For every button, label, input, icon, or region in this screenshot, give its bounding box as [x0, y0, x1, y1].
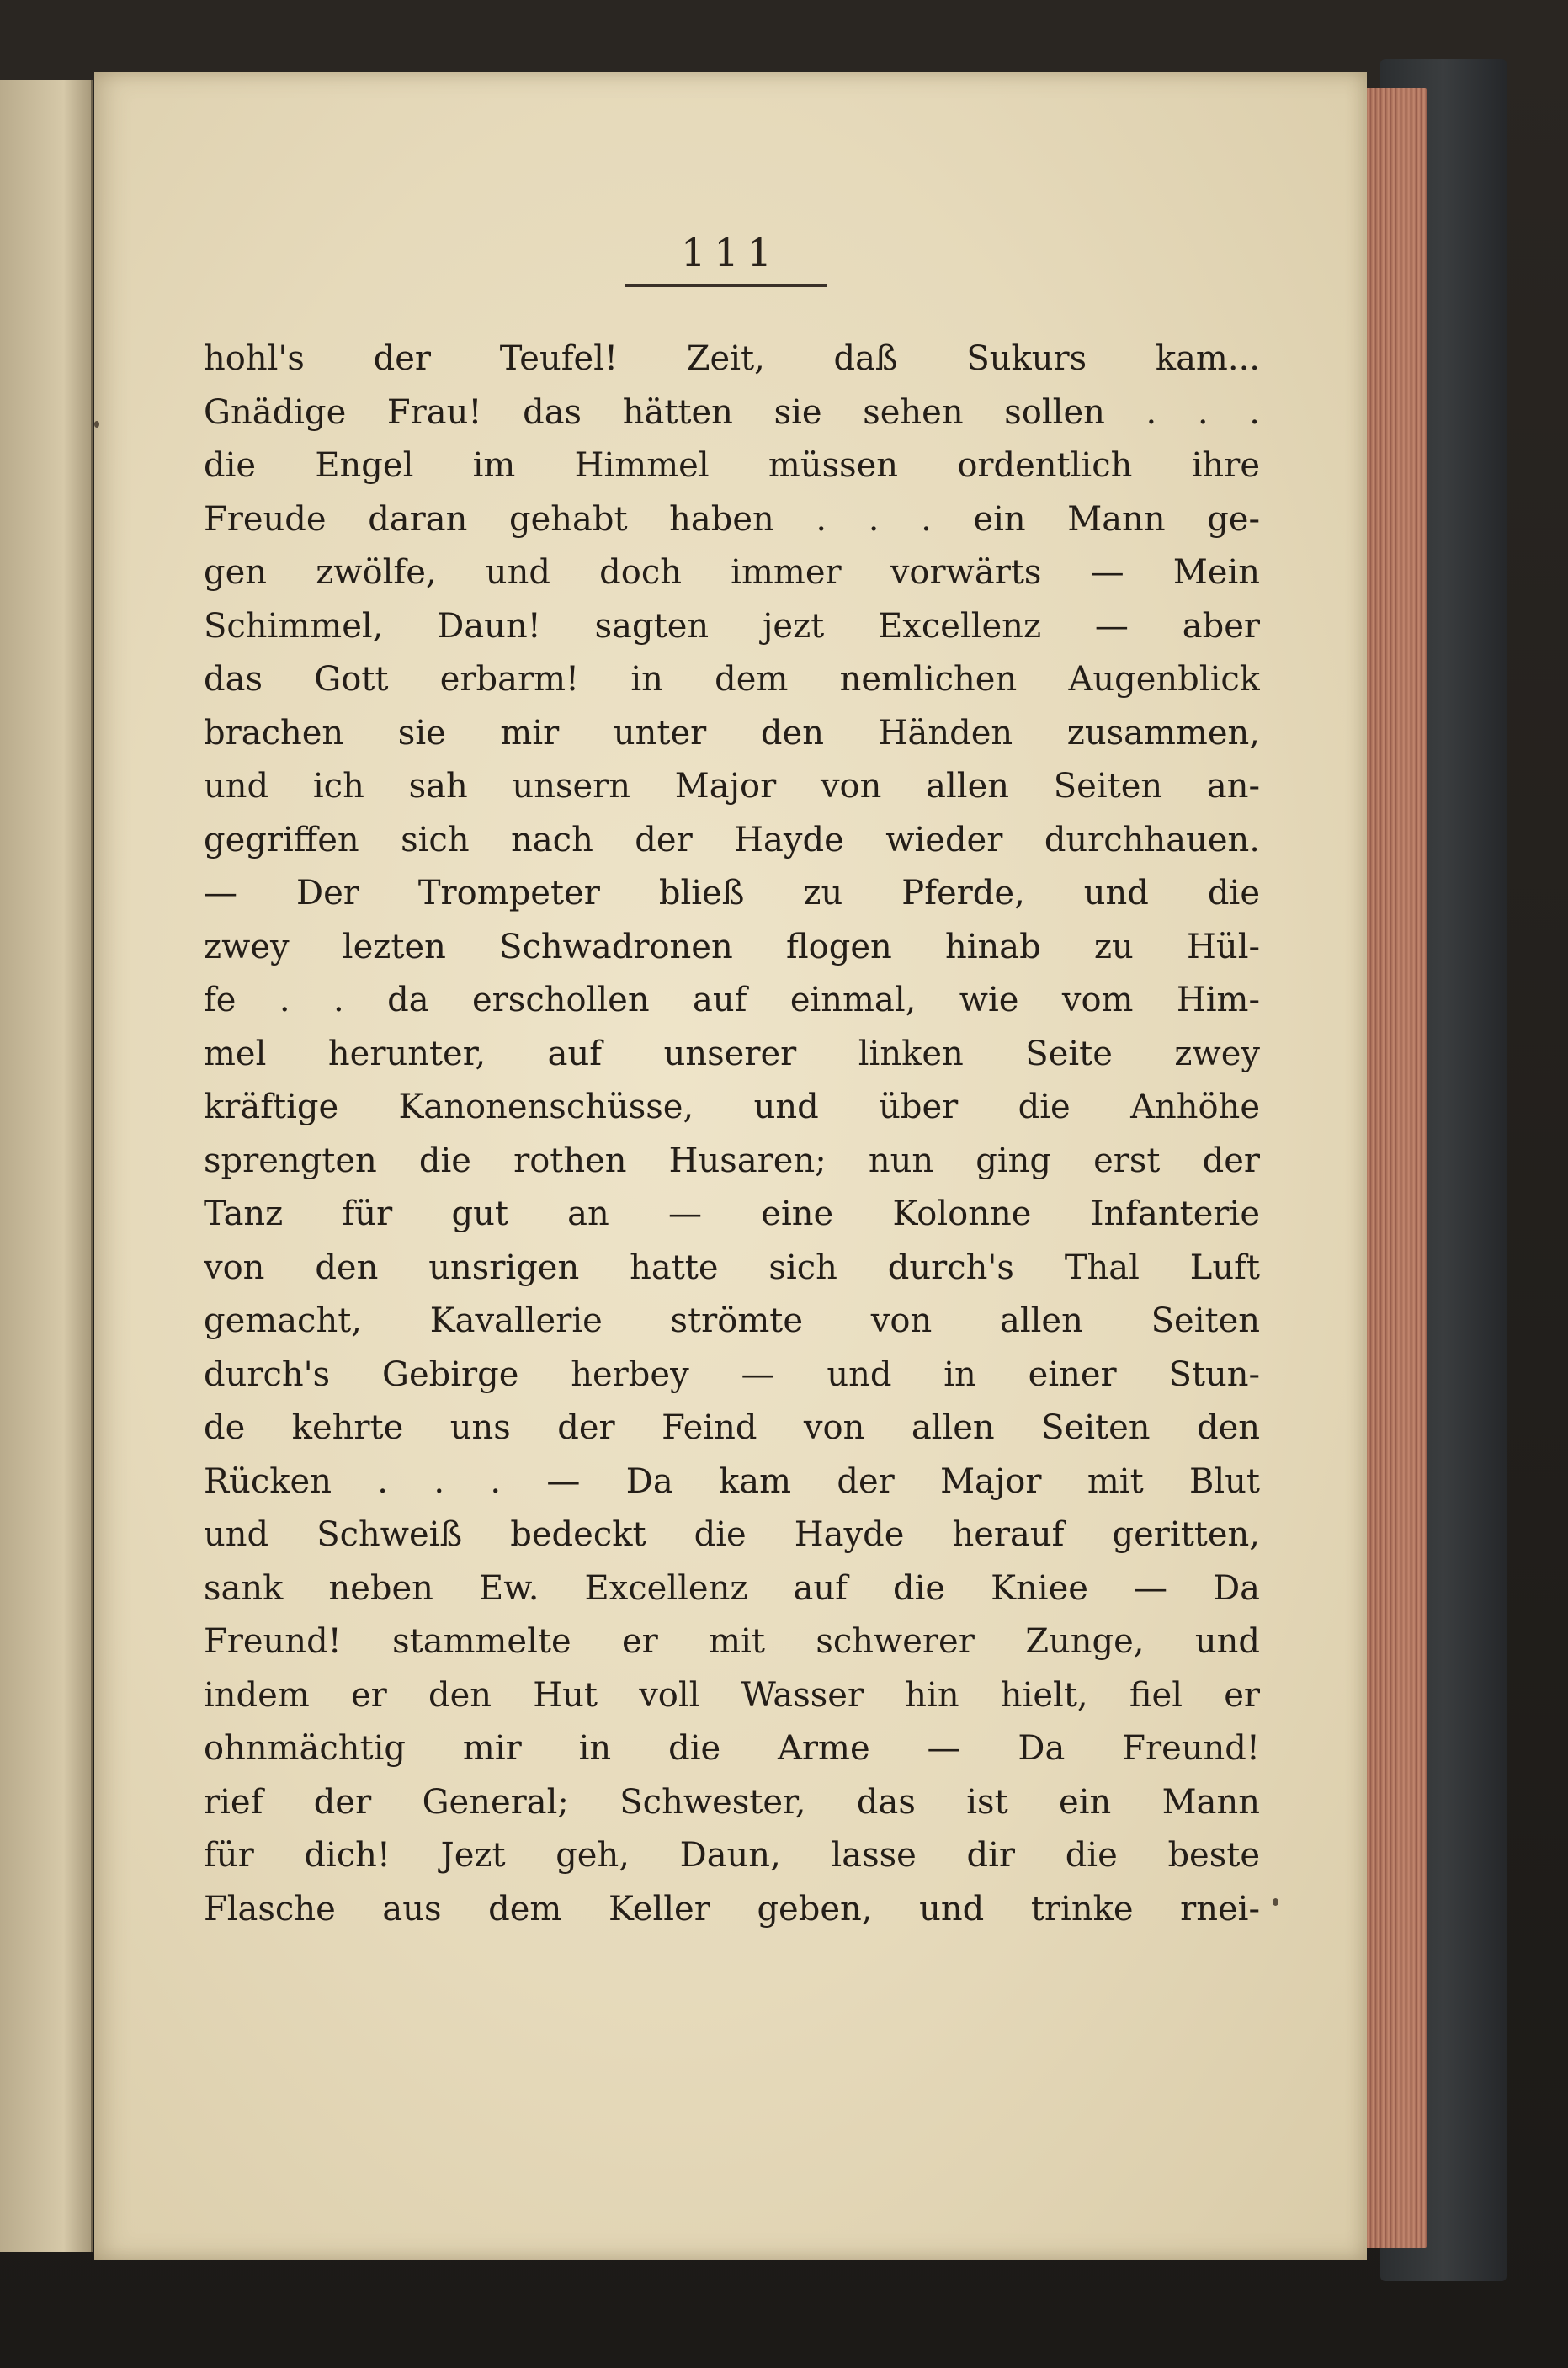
- text-line: gen zwölfe, und doch immer vorwärts — Mein: [204, 553, 1260, 592]
- page-number: 111: [681, 230, 780, 275]
- text-line: und Schweiß bedeckt die Hayde herauf geritten,: [204, 1515, 1260, 1554]
- text-line: Gnädige Frau! das hätten sie sehen sollen . . .: [204, 392, 1260, 432]
- text-line: die Engel im Himmel müssen ordentlich ihre: [204, 446, 1260, 485]
- text-line: indem er den Hut voll Wasser hin hielt, fiel er: [204, 1675, 1260, 1715]
- text-line: kräftige Kanonenschüsse, und über die Anhöhe: [204, 1088, 1260, 1126]
- text-line: und ich sah unsern Major von allen Seiten an-: [204, 767, 1260, 806]
- text-line: fe . . da erschollen auf einmal, wie vom Him-: [204, 981, 1260, 1019]
- text-line: Freund! stammelte er mit schwerer Zunge, und: [204, 1622, 1260, 1661]
- text-line: hohl's der Teufel! Zeit, daß Sukurs kam...: [204, 339, 1260, 378]
- text-line: rief der General; Schwester, das ist ein Mann: [204, 1782, 1260, 1822]
- book-page: [94, 72, 1367, 2260]
- text-line: durch's Gebirge herbey — und in einer Stun-: [204, 1354, 1260, 1394]
- text-line: Freude daran gehabt haben . . . ein Mann ge-: [204, 499, 1260, 539]
- text-line: für dich! Jezt geh, Daun, lasse dir die beste: [204, 1836, 1260, 1875]
- text-line: gemacht, Kavallerie strömte von allen Seiten: [204, 1301, 1260, 1340]
- text-line: gegriffen sich nach der Hayde wieder durchhauen.: [204, 820, 1260, 859]
- text-line: brachen sie mir unter den Händen zusammen,: [204, 713, 1260, 753]
- page-text: [204, 333, 1260, 1936]
- page-number-rule: [625, 284, 827, 287]
- text-line: Rücken . . . — Da kam der Major mit Blut: [204, 1461, 1260, 1501]
- text-line: sprengten die rothen Husaren; nun ging erst der: [204, 1141, 1260, 1180]
- paper-speck: [94, 421, 99, 428]
- text-line: mel herunter, auf unserer linken Seite zwey: [204, 1034, 1260, 1073]
- text-line: ohnmächtig mir in die Arme — Da Freund!: [204, 1729, 1260, 1768]
- text-line: zwey lezten Schwadronen flogen hinab zu Hül-: [204, 927, 1260, 966]
- previous-page-edge: [0, 80, 93, 2252]
- paper-speck: [1273, 1898, 1278, 1906]
- text-line: de kehrte uns der Feind von allen Seiten den: [204, 1408, 1260, 1447]
- text-line: — Der Trompeter bließ zu Pferde, und die: [204, 874, 1260, 913]
- text-line: das Gott erbarm! in dem nemlichen Augenblick: [204, 660, 1260, 699]
- text-line: Flasche aus dem Keller geben, und trinke rnei-: [204, 1889, 1260, 1929]
- text-line: sank neben Ew. Excellenz auf die Kniee — Da: [204, 1568, 1260, 1608]
- text-line: Tanz für gut an — eine Kolonne Infanterie: [204, 1195, 1260, 1233]
- text-line: Schimmel, Daun! sagten jezt Excellenz — aber: [204, 606, 1260, 646]
- text-line: von den unsrigen hatte sich durch's Thal Luft: [204, 1248, 1260, 1287]
